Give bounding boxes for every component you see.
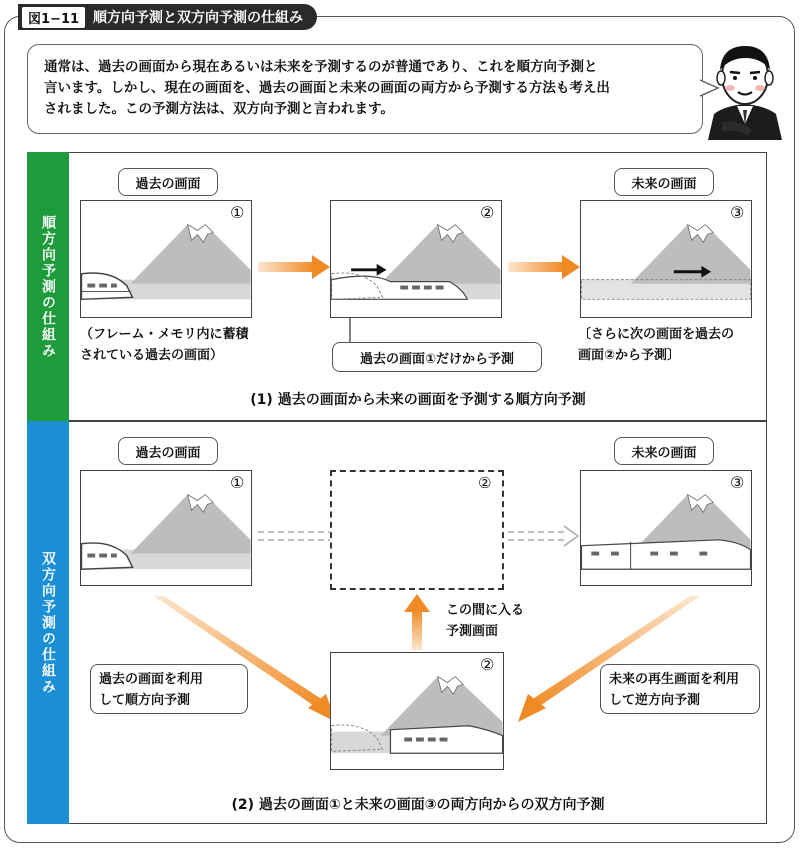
businessman-illustration-icon xyxy=(700,36,790,140)
insert-up-arrow-icon xyxy=(404,594,430,650)
frame-3-future xyxy=(580,470,752,586)
callout-pointer-icon xyxy=(340,318,360,342)
intro-speech-bubble xyxy=(27,44,703,134)
past-frame-label: 過去の画面 xyxy=(118,168,218,196)
forward-caption: (1) 過去の画面から未来の画面を予測する順方向予測 xyxy=(250,392,586,408)
frame-2-number: ② xyxy=(478,474,492,492)
mountain-scene-icon xyxy=(581,471,751,585)
frame-1-past xyxy=(80,470,252,586)
frame-1-number: ① xyxy=(230,473,245,492)
future-frame-note: 〔さらに次の画面を過去の 画面②から予測〕 xyxy=(578,327,735,363)
mountain-scene-icon xyxy=(331,653,503,769)
frame-2-number: ② xyxy=(480,203,495,222)
frame-3-number: ③ xyxy=(730,203,745,222)
prediction-arrow-icon xyxy=(258,255,330,279)
figure-title: 順方向予測と双方向予測の仕組み xyxy=(93,10,304,26)
mountain-scene-icon xyxy=(81,201,251,317)
backward-usage-note: 未来の再生画面を利用 して逆方向予測 xyxy=(600,664,760,714)
dashed-arrow-icon xyxy=(258,526,330,546)
intro-line: 言います。しかし、現在の画面を、過去の画面と未来の画面の両方から予測する方法も考え出 xyxy=(44,80,610,96)
frame-1-past xyxy=(80,200,252,318)
frame-2-bidirectional-predicted xyxy=(330,652,504,770)
frame-2-number: ② xyxy=(480,655,495,674)
frame-3-future xyxy=(580,200,752,318)
figure-number: 図1−11 xyxy=(22,7,85,28)
middle-frame-note: 過去の画面①だけから予測 xyxy=(332,342,542,372)
dashed-arrow-icon xyxy=(508,524,580,548)
future-frame-label: 未来の画面 xyxy=(614,437,714,465)
frame-2-predicted xyxy=(330,200,502,318)
frame-1-number: ① xyxy=(230,203,245,222)
intro-line: されました。この予測方法は、双方向予測と言われます。 xyxy=(44,101,394,117)
intro-line: 通常は、過去の画面から現在あるいは未来を予測するのが普通であり、これを順方向予測と xyxy=(44,59,598,75)
prediction-arrow-icon xyxy=(508,255,580,279)
past-frame-note: （フレーム・メモリ内に蓄積 されている過去の画面） xyxy=(80,327,249,363)
mountain-scene-icon xyxy=(81,471,251,585)
future-frame-label: 未来の画面 xyxy=(614,168,714,196)
forward-usage-note: 過去の画面を利用 して順方向予測 xyxy=(90,664,248,714)
forward-side-label: 順方向予測の仕組み xyxy=(27,152,69,421)
frame-3-number: ③ xyxy=(730,473,745,492)
mountain-scene-icon xyxy=(581,201,751,317)
bidirectional-side-label: 双方向予測の仕組み xyxy=(27,421,69,824)
insert-note: この間に入る 予測画面 xyxy=(446,603,525,639)
mountain-scene-icon xyxy=(331,201,501,317)
past-frame-label: 過去の画面 xyxy=(118,437,218,465)
figure-title-tab xyxy=(18,4,317,30)
bidirectional-caption: (2) 過去の画面①と未来の画面③の両方向からの双方向予測 xyxy=(231,797,605,813)
